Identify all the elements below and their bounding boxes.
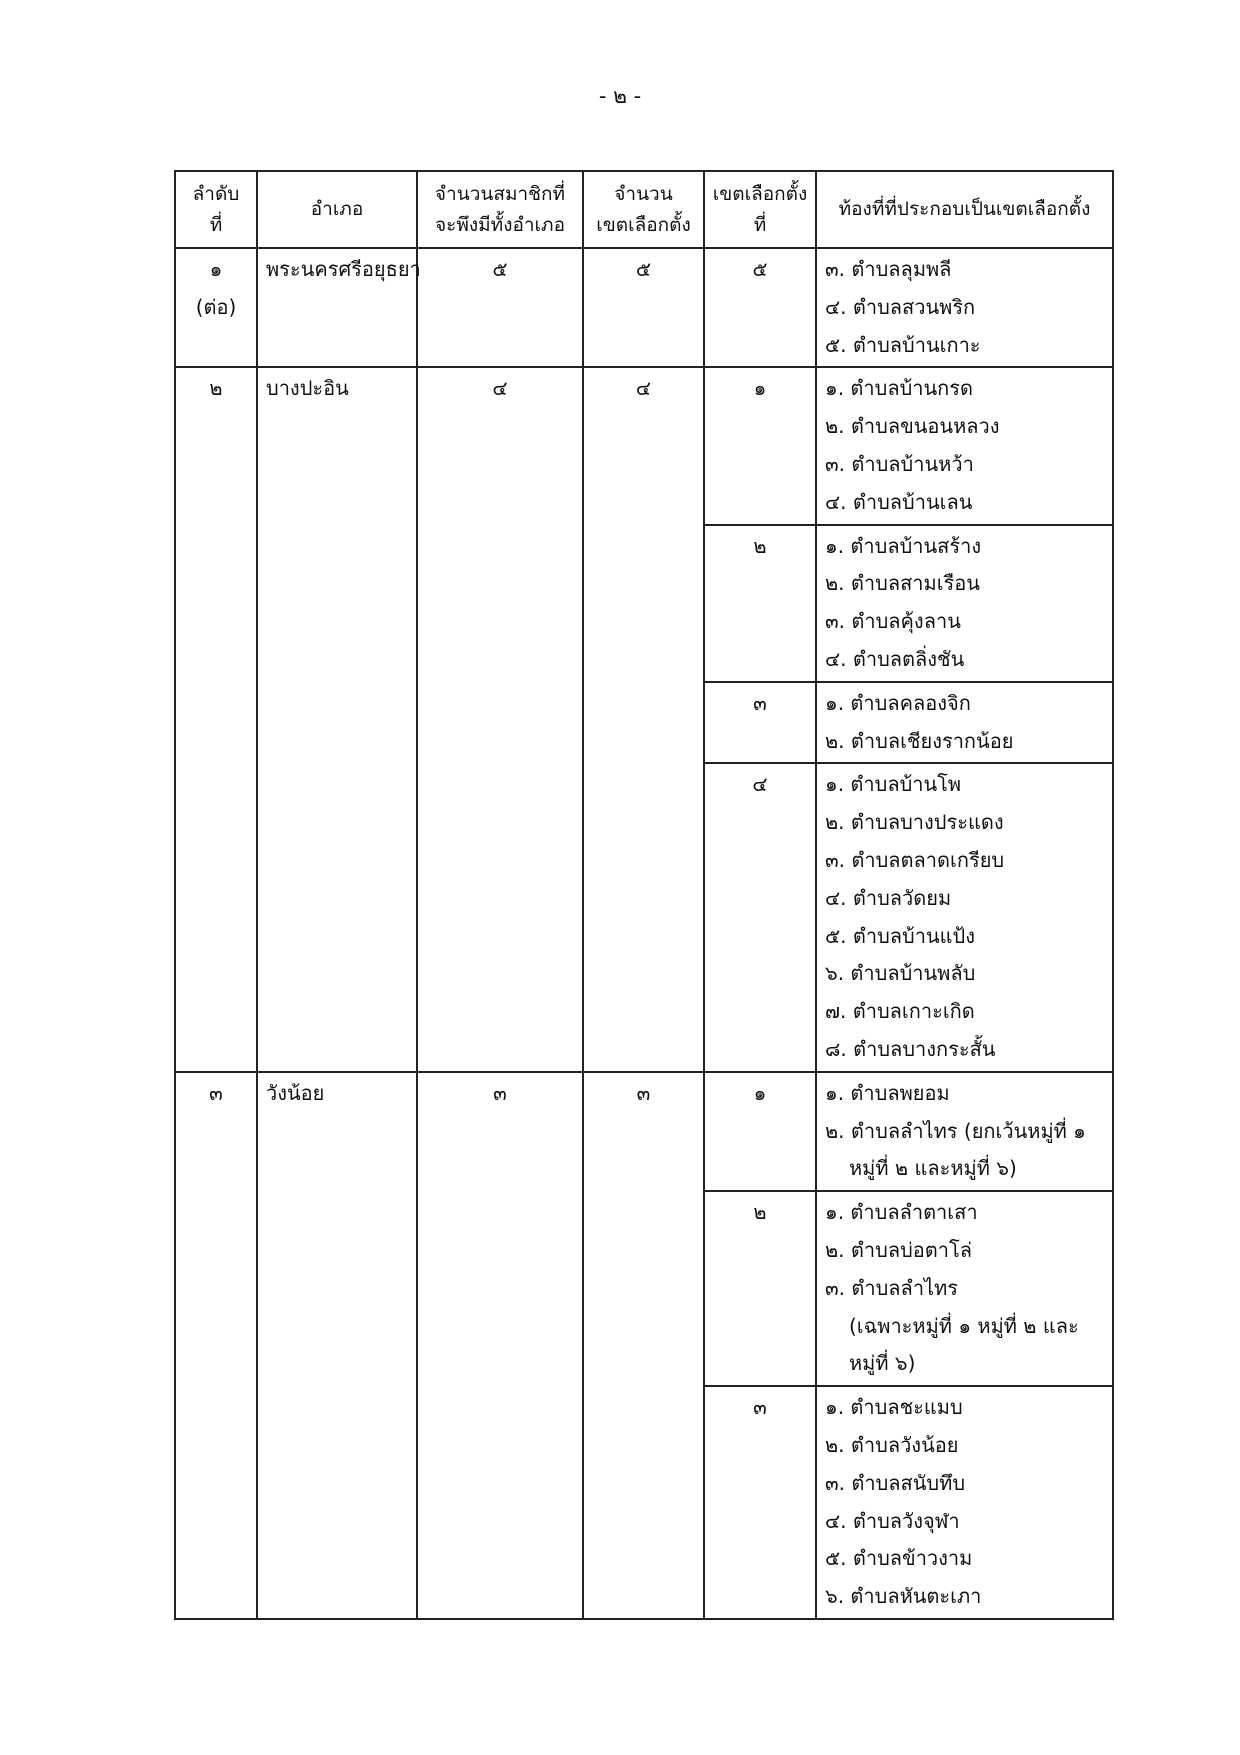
- area-item: ๔. ตำบลตลิ่งชัน: [825, 646, 965, 671]
- areas-cell: [816, 367, 1113, 524]
- zones-count: ๔: [635, 376, 652, 401]
- area-item: ๓. ตำบลคุ้งลาน: [825, 609, 961, 634]
- zone-number-cell: [704, 367, 816, 524]
- area-item: ๘. ตำบลบางกระสั้น: [825, 1036, 996, 1061]
- order-text: ๒: [209, 376, 223, 401]
- zone-number: ๕: [752, 257, 768, 281]
- district-name: บางปะอิน: [266, 376, 349, 401]
- zone-number: ๑: [753, 1080, 767, 1105]
- area-item: ๔. ตำบลวังจุฬา: [825, 1508, 960, 1533]
- area-item: ๒. ตำบลวังน้อย: [825, 1432, 959, 1457]
- members-count: ๕: [492, 257, 508, 281]
- order-cell: [175, 248, 257, 367]
- table-row: [175, 367, 1113, 524]
- area-item: ๔. ตำบลบ้านเลน: [825, 489, 973, 514]
- order-cell: [175, 1072, 257, 1619]
- header-zones-count: จำนวน เขตเลือกตั้ง: [583, 171, 704, 248]
- area-item: ๑. ตำบลบ้านสร้าง: [825, 533, 982, 558]
- zones-count-cell: [583, 248, 704, 367]
- area-item: ๓. ตำบลสนับทึบ: [825, 1470, 966, 1495]
- header-areas: ท้องที่ที่ประกอบเป็นเขตเลือกตั้ง: [816, 171, 1113, 248]
- district-cell: [257, 1072, 417, 1619]
- order-text: (ต่อ): [195, 294, 237, 319]
- zone-number: ๒: [753, 533, 767, 558]
- area-item: ๑. ตำบลคลองจิก: [825, 690, 971, 715]
- zone-number-cell: [704, 525, 816, 682]
- header-row: [175, 171, 1113, 248]
- district-cell: [257, 367, 417, 1071]
- zone-number-cell: [704, 682, 816, 764]
- district-name: วังน้อย: [266, 1080, 325, 1105]
- members-count: ๔: [492, 376, 508, 401]
- area-item: ๔. ตำบลวัดยม: [825, 885, 952, 910]
- zones-count: ๕: [635, 257, 652, 281]
- page-number: - ๒ -: [598, 84, 642, 108]
- order-text: ๑: [209, 257, 223, 281]
- zone-number-cell: [704, 248, 816, 367]
- zone-number: ๑: [753, 376, 767, 401]
- areas-cell: [816, 763, 1113, 1071]
- area-item: ๒. ตำบลสามเรือน: [825, 571, 980, 596]
- zones-count-cell: [583, 1072, 704, 1619]
- areas-cell: [816, 1386, 1113, 1619]
- area-item: หมู่ที่ ๖): [849, 1351, 916, 1376]
- area-item: ๖. ตำบลบ้านพลับ: [825, 961, 976, 986]
- members-cell: [417, 248, 583, 367]
- area-item: ๓. ตำบลลุมพลี: [825, 257, 952, 281]
- zone-number-cell: [704, 1072, 816, 1191]
- area-item: ๓. ตำบลบ้านหว้า: [825, 451, 974, 476]
- area-item: ๕. ตำบลบ้านเกาะ: [825, 332, 981, 357]
- area-item: ๑. ตำบลลำตาเสา: [825, 1200, 978, 1225]
- constituency-table: [174, 170, 1114, 1620]
- areas-cell: [816, 248, 1113, 367]
- table-row: [175, 1072, 1113, 1191]
- header-zone-number: เขตเลือกตั้ง ที่: [704, 171, 816, 248]
- members-cell: [417, 367, 583, 1071]
- areas-cell: [816, 1191, 1113, 1386]
- area-item: ๒. ตำบลเชียงรากน้อย: [825, 728, 1014, 753]
- area-item: ๓. ตำบลตลาดเกรียบ: [825, 847, 1005, 872]
- area-item: ๑. ตำบลบ้านกรด: [825, 376, 974, 401]
- area-item: ๖. ตำบลหันตะเภา: [825, 1584, 982, 1609]
- header-members: จำนวนสมาชิกที่ จะพึงมีทั้งอำเภอ: [417, 171, 583, 248]
- area-item: ๑. ตำบลบ้านโพ: [825, 772, 962, 797]
- zones-count-cell: [583, 367, 704, 1071]
- areas-cell: [816, 682, 1113, 764]
- area-item: ๓. ตำบลลำไทร: [825, 1275, 959, 1300]
- areas-cell: [816, 525, 1113, 682]
- district-name: พระนครศรีอยุธยา: [266, 257, 421, 281]
- members-count: ๓: [493, 1080, 507, 1105]
- order-cell: [175, 367, 257, 1071]
- area-item: (เฉพาะหมู่ที่ ๑ หมู่ที่ ๒ และ: [849, 1313, 1079, 1338]
- area-item: ๑. ตำบลชะแมบ: [825, 1395, 963, 1420]
- members-cell: [417, 1072, 583, 1619]
- area-item: ๕. ตำบลบ้านแป้ง: [825, 923, 975, 948]
- zone-number-cell: [704, 1191, 816, 1386]
- table-row: [175, 248, 1113, 367]
- area-item: ๒. ตำบลลำไทร (ยกเว้นหมู่ที่ ๑: [825, 1118, 1086, 1143]
- header-order: ลำดับ ที่: [175, 171, 257, 248]
- area-item: ๒. ตำบลขนอนหลวง: [825, 414, 1000, 439]
- area-item: ๒. ตำบลบ่อตาโล่: [825, 1237, 972, 1262]
- header-district: อำเภอ: [257, 171, 417, 248]
- zone-number: ๓: [753, 1395, 767, 1420]
- area-item: ๑. ตำบลพยอม: [825, 1080, 950, 1105]
- zone-number: ๓: [753, 690, 767, 715]
- area-item: ๔. ตำบลสวนพริก: [825, 294, 976, 319]
- zone-number-cell: [704, 763, 816, 1071]
- area-item: ๒. ตำบลบางประแดง: [825, 810, 1004, 835]
- area-item: ๗. ตำบลเกาะเกิด: [825, 999, 975, 1024]
- areas-cell: [816, 1072, 1113, 1191]
- district-cell: [257, 248, 421, 367]
- area-item: หมู่ที่ ๒ และหมู่ที่ ๖): [849, 1156, 1017, 1181]
- zones-count: ๓: [636, 1080, 651, 1105]
- zone-number: ๒: [753, 1200, 767, 1225]
- zone-number: ๔: [752, 772, 768, 797]
- order-text: ๓: [209, 1080, 223, 1105]
- zone-number-cell: [704, 1386, 816, 1619]
- area-item: ๕. ตำบลข้าวงาม: [825, 1546, 973, 1571]
